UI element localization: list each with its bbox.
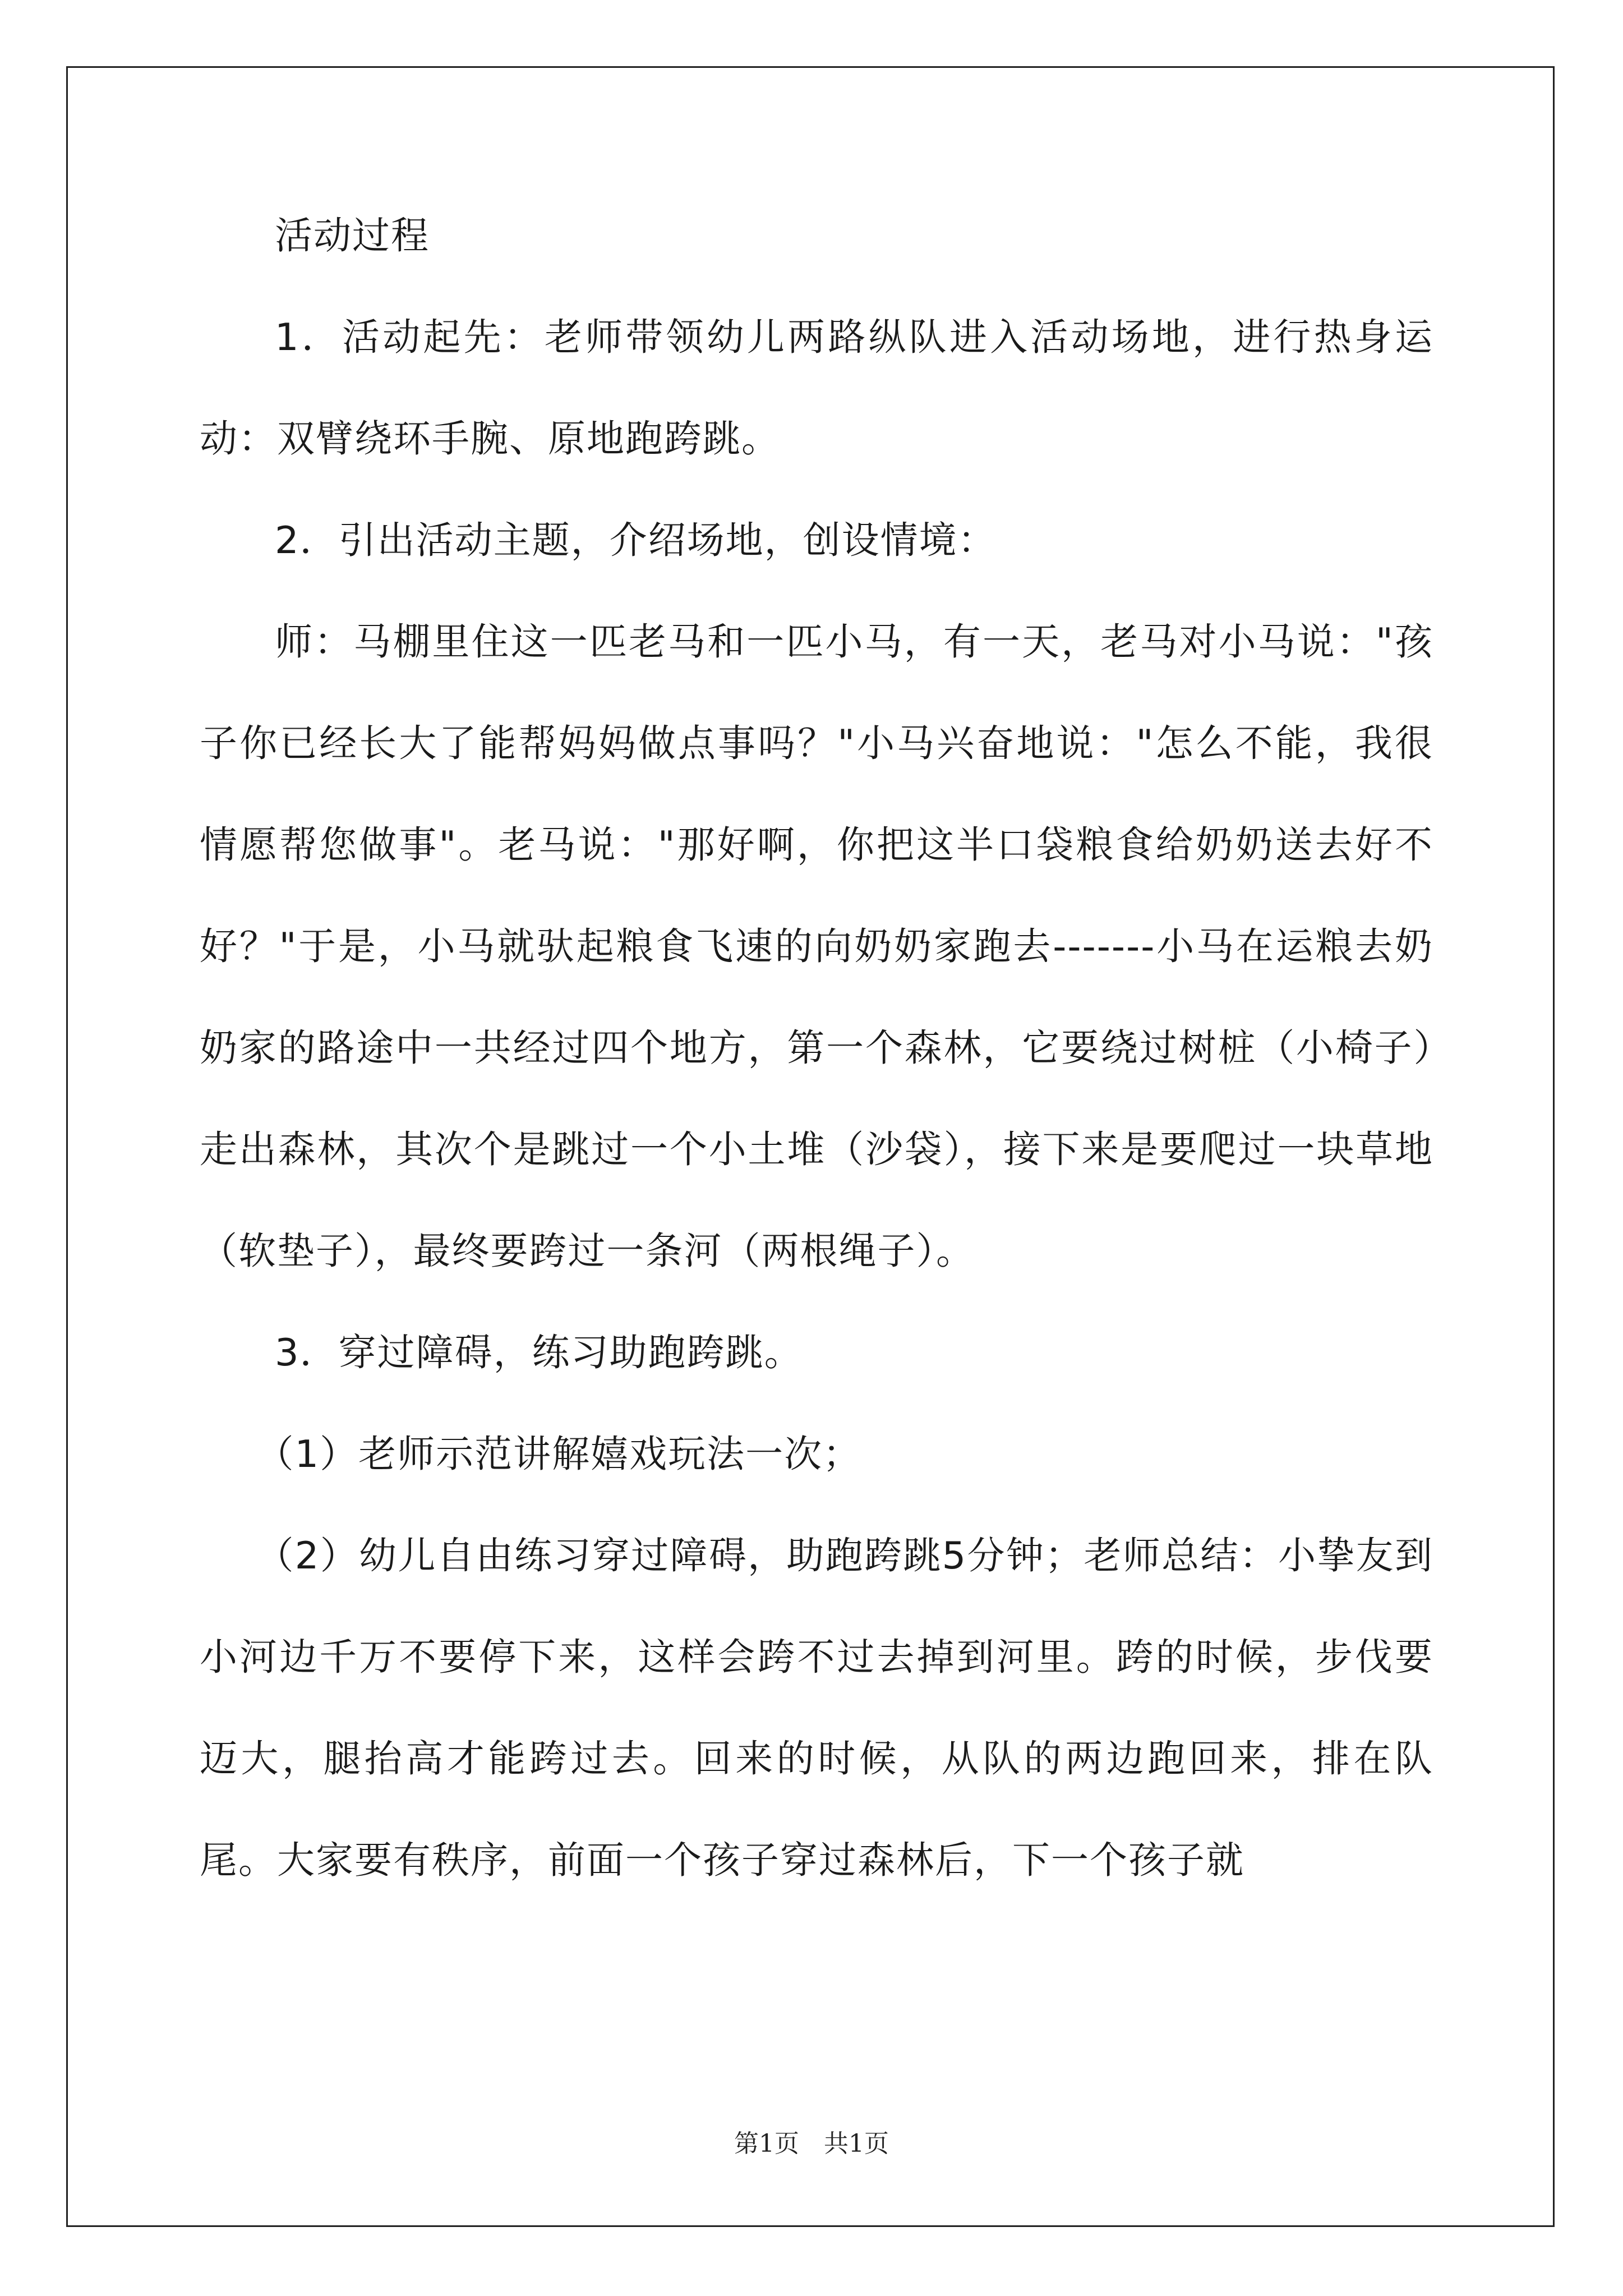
paragraph-substep-1: （1）老师示范讲解嬉戏玩法一次； [256, 1432, 862, 1476]
paragraph-story: 师：马棚里住这一匹老马和一匹小马，有一天，老马对小马说："孩子你已经长大了能帮妈妈做点事吗？"小马兴奋地说："怎么不能，我很情愿帮您做事"。老马说："那好啊，你把这半口袋粮食给奶奶送去好不好？"于是，小马就驮起粮食飞速的向奶奶家跑去-------小马在运粮去奶奶家的路途中一共经过四个地方，第一个森林，它要绕过树桩（小椅子）走出森林，其次个是跳过一个小土堆（沙袋），接下来是要爬过一块草地（软垫子），最终要跨过一条河（两根绳子）。 [200, 620, 1433, 1273]
paragraph-step-3: 3．穿过障碍，练习助跑跨跳。 [275, 1331, 803, 1374]
page-footer: 第1页 共1页 [734, 2129, 889, 2158]
section-heading: 活动过程 [275, 214, 430, 257]
document-body [200, 185, 1433, 1911]
paragraph-step-1: 1．活动起先：老师带领幼儿两路纵队进入活动场地，进行热身运动：双臂绕环手腕、原地跑跨跳。 [200, 315, 1433, 461]
paragraph-substep-2: （2）幼儿自由练习穿过障碍，助跑跨跳5分钟；老师总结：小挚友到小河边千万不要停下来，这样会跨不过去掉到河里。跨的时候，步伐要迈大，腿抬高才能跨过去。回来的时候，从队的两边跑回来，排在队尾。大家要有秩序，前面一个孩子穿过森林后，下一个孩子就 [200, 1534, 1433, 1882]
paragraph-step-2: 2．引出活动主题，介绍场地，创设情境： [275, 518, 997, 562]
